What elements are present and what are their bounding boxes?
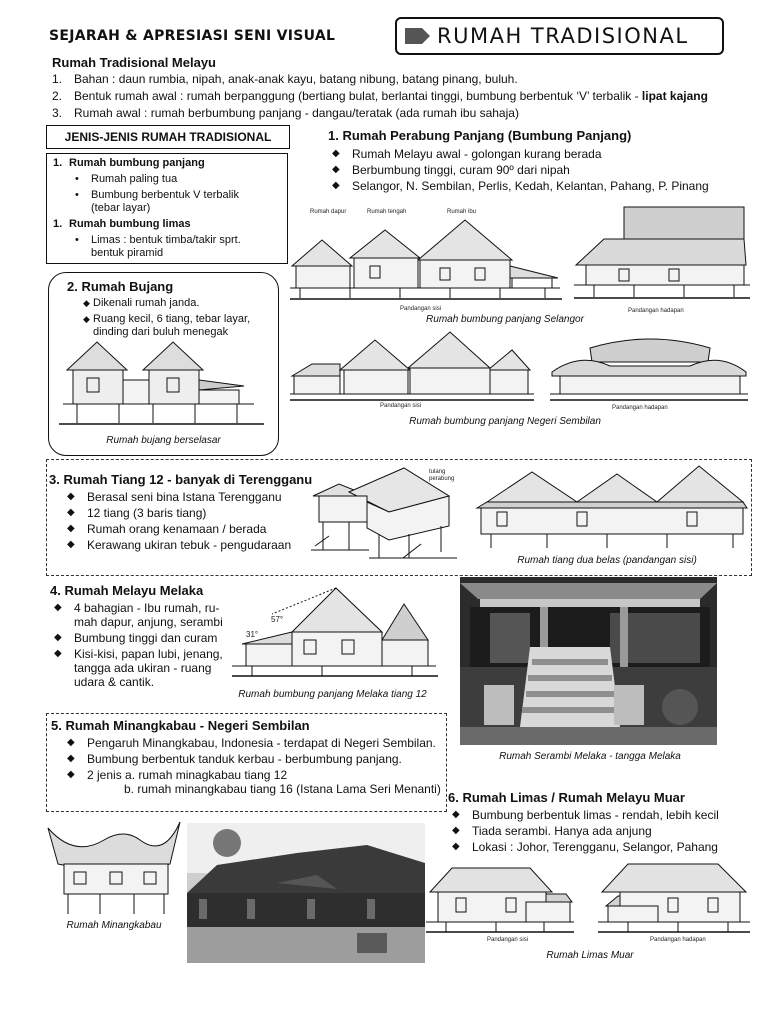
list-item: 1. Bahan : daun rumbia, nipah, anak-anak kayu, batang nibung, batang pinang, buluh. bbox=[52, 72, 518, 86]
tiang12-side-drawing bbox=[467, 462, 749, 552]
melaka-list bbox=[50, 601, 230, 689]
minang-heading: 5. Rumah Minangkabau - Negeri Sembilan bbox=[51, 718, 310, 733]
view-front-selangor: Pandangan hadapan bbox=[628, 308, 684, 314]
ns-front-view-drawing bbox=[550, 332, 748, 404]
list-item: ◆ Bumbung berbentuk tanduk kerbau - berbumbung panjang. bbox=[63, 752, 443, 766]
arrow-icon bbox=[397, 19, 437, 53]
view-front-limas: Pandangan hadapan bbox=[650, 937, 706, 943]
view-side-ns: Pandangan sisi bbox=[380, 403, 422, 409]
page-subject-title: SEJARAH & APRESIASI SENI VISUAL bbox=[49, 28, 336, 44]
tiang12-caption: Rumah tiang dua belas (pandangan sisi) bbox=[517, 555, 697, 566]
istana-photo bbox=[187, 823, 425, 963]
list-item: ◆ Berasal seni bina Istana Terengganu bbox=[63, 490, 323, 504]
limas-list bbox=[448, 808, 753, 854]
selangor-front-view-drawing bbox=[574, 205, 750, 303]
list-item: ◆ Berbumbung tinggi, curam 90º dari nipah bbox=[328, 163, 748, 177]
serambi-melaka-caption: Rumah Serambi Melaka - tangga Melaka bbox=[499, 751, 681, 762]
view-side-selangor: Pandangan sisi bbox=[400, 306, 442, 312]
label-rumah-dapur: Rumah dapur bbox=[310, 209, 347, 215]
bujang-caption: Rumah bujang berselasar bbox=[106, 435, 221, 446]
list-item: ◆ Tiada serambi. Hanya ada anjung bbox=[448, 824, 753, 838]
angle-label-31: 31° bbox=[246, 630, 259, 639]
minang-item-b: b. rumah minangkabau tiang 16 (Istana Lama Seri Menanti) bbox=[124, 782, 441, 796]
bujang-house-illustration bbox=[59, 338, 264, 433]
list-item: ◆ Bumbung tinggi dan curam bbox=[50, 631, 230, 645]
view-side-limas: Pandangan sisi bbox=[487, 937, 529, 943]
ns-side-view-drawing bbox=[290, 330, 535, 402]
serambi-melaka-photo-graphic bbox=[460, 577, 717, 745]
list-item: ◆ 2 jenis a. rumah minagkabau tiang 12 bbox=[63, 768, 443, 782]
minangkabau-caption: Rumah Minangkabau bbox=[66, 920, 162, 931]
group-title: 1. Rumah bumbung panjang bbox=[53, 157, 205, 169]
limas-heading: 6. Rumah Limas / Rumah Melayu Muar bbox=[448, 790, 685, 805]
limas-caption: Rumah Limas Muar bbox=[546, 950, 634, 961]
intro-list bbox=[52, 72, 742, 120]
list-item: ◆ 4 bahagian - Ibu rumah, ru-mah dapur, anjung, serambi bbox=[50, 601, 230, 629]
list-item: ◆ Bumbung berbentuk limas - rendah, lebih kecil bbox=[448, 808, 753, 822]
page-title-box bbox=[395, 17, 724, 55]
melaka-section bbox=[50, 583, 230, 691]
label-rumah-tengah: Rumah tengah bbox=[367, 209, 407, 215]
minangkabau-drawing bbox=[44, 818, 184, 918]
caption-selangor: Rumah bumbung panjang Selangor bbox=[426, 314, 584, 325]
tiang12-heading: 3. Rumah Tiang 12 - banyak di Terengganu bbox=[49, 472, 313, 487]
selangor-side-view-drawing bbox=[290, 216, 565, 304]
limas-front-drawing bbox=[598, 858, 750, 938]
list-item: ◆ 12 tiang (3 baris tiang) bbox=[63, 506, 323, 520]
serambi-melaka-photo bbox=[460, 577, 717, 745]
intro-heading: Rumah Tradisional Melayu bbox=[52, 55, 216, 70]
tiang12-box bbox=[46, 459, 752, 576]
caption-ns: Rumah bumbung panjang Negeri Sembilan bbox=[409, 416, 601, 427]
list-item: ◆ Ruang kecil, 6 tiang, tebar layar, dinding dari buluh menegak bbox=[83, 313, 251, 338]
list-item: ◆ Selangor, N. Sembilan, Perlis, Kedah, Kelantan, Pahang, P. Pinang bbox=[328, 179, 748, 193]
minang-list bbox=[63, 736, 443, 784]
group-title: 1. Rumah bumbung limas bbox=[53, 218, 191, 230]
list-item: ◆ Pengaruh Minangkabau, Indonesia - terdapat di Negeri Sembilan. bbox=[63, 736, 443, 750]
perabung-section bbox=[328, 128, 748, 195]
melaka-caption: Rumah bumbung panjang Melaka tiang 12 bbox=[238, 689, 427, 700]
perabung-heading: 1. Rumah Perabung Panjang (Bumbung Panjang) bbox=[328, 128, 632, 143]
list-item: 3. Rumah awal : rumah berbumbung panjang - dangau/teratak (ada rumah ibu sahaja) bbox=[52, 106, 519, 120]
bujang-box bbox=[48, 272, 279, 456]
jenis-list-box bbox=[46, 153, 288, 264]
list-item: ◆ Kerawang ukiran tebuk - pengudaraan bbox=[63, 538, 323, 552]
jenis-heading: JENIS-JENIS RUMAH TRADISIONAL bbox=[64, 130, 272, 144]
intro-section bbox=[52, 55, 742, 123]
list-item: • Bumbung berbentuk V terbalik (tebar layar) bbox=[75, 189, 239, 214]
limas-side-drawing bbox=[426, 858, 574, 938]
label-rumah-ibu: Rumah ibu bbox=[447, 209, 477, 215]
list-item: ◆ Dikenali rumah janda. bbox=[83, 297, 200, 309]
label-tulang-perabung: tulang perabung bbox=[429, 469, 455, 482]
angle-label-57: 57° bbox=[271, 615, 284, 624]
list-item: ◆ Rumah orang kenamaan / berada bbox=[63, 522, 323, 536]
list-item: ◆ Rumah Melayu awal - golongan kurang berada bbox=[328, 147, 748, 161]
list-item: • Limas : bentuk timba/takir sprt. bentuk piramid bbox=[75, 234, 241, 259]
list-item: 2. Bentuk rumah awal : rumah berpanggung (bertiang bulat, berlantai tinggi, bumbung berbentuk ‘V’ terbalik - lipat kajang bbox=[52, 89, 708, 103]
limas-section bbox=[448, 790, 753, 856]
tiang12-list bbox=[63, 490, 323, 554]
minang-box bbox=[46, 713, 447, 812]
bujang-heading: 2. Rumah Bujang bbox=[67, 279, 174, 294]
list-item: ◆ Lokasi : Johor, Terengganu, Selangor, Pahang bbox=[448, 840, 753, 854]
melaka-drawing bbox=[232, 584, 442, 686]
bujang-list bbox=[83, 297, 268, 339]
page-title: RUMAH TRADISIONAL bbox=[437, 24, 689, 48]
list-item: • Rumah paling tua bbox=[75, 173, 178, 185]
melaka-heading: 4. Rumah Melayu Melaka bbox=[50, 583, 204, 598]
perabung-list bbox=[328, 147, 748, 193]
jenis-heading-box bbox=[46, 125, 290, 149]
list-item: ◆ Kisi-kisi, papan lubi, jenang, tangga ada ukiran - ruang udara & cantik. bbox=[50, 647, 230, 689]
view-front-ns: Pandangan hadapan bbox=[612, 405, 668, 411]
istana-photo-graphic bbox=[187, 823, 425, 963]
